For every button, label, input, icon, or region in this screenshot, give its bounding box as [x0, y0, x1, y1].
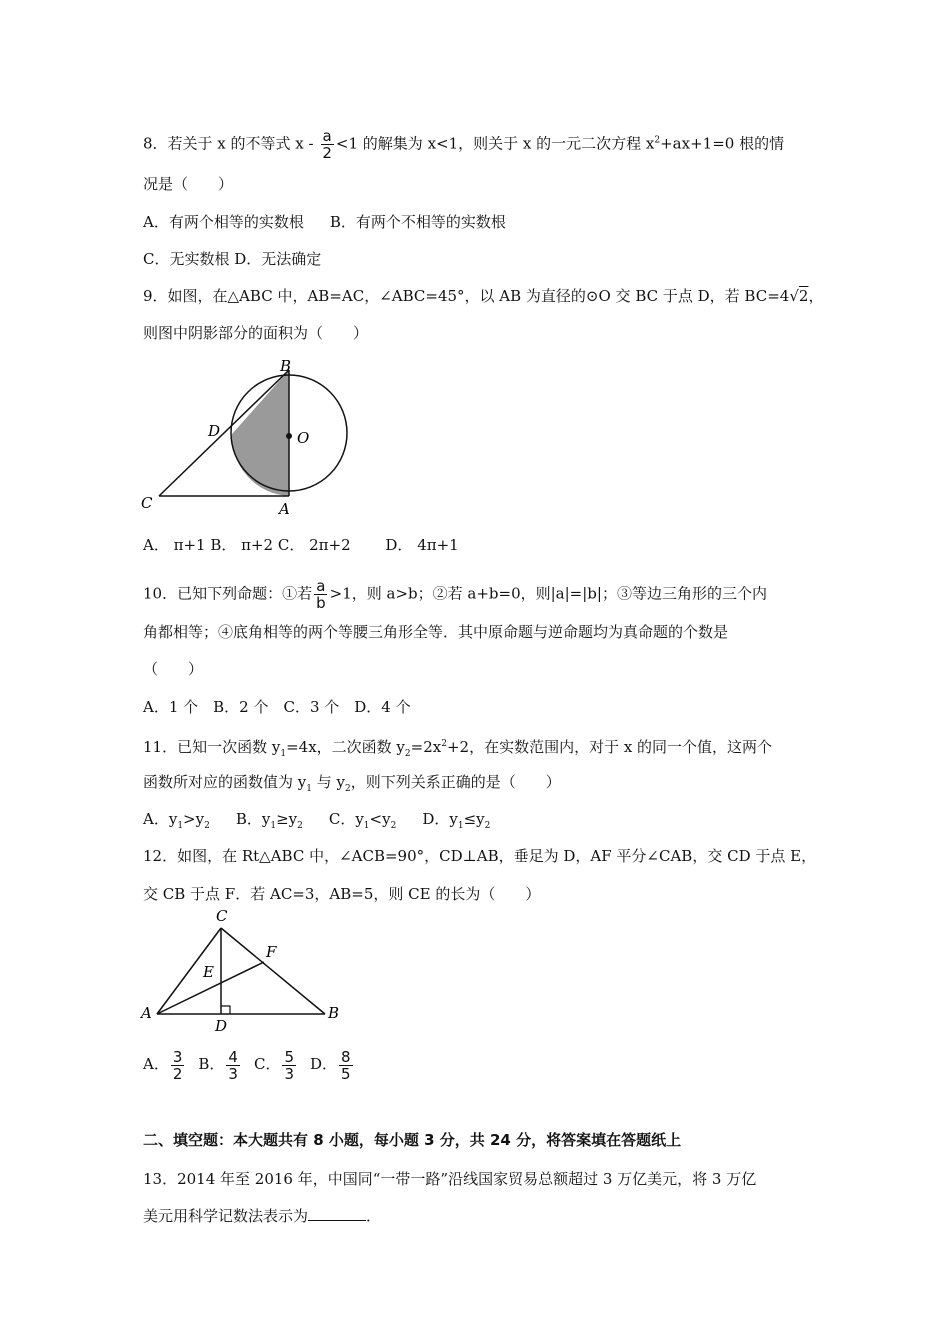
q13-line2: 美元用科学记数法表示为 ．	[143, 1207, 382, 1225]
q8-option-a: A．有两个相等的实数根	[143, 213, 304, 231]
q9-line2: 则图中阴影部分的面积为（ ）	[143, 324, 369, 342]
q11-option-b: B．$y_1\ge y_2$	[235, 810, 303, 831]
q9-line1: 9．如图，在△ABC 中，AB=AC，∠ABC=45°，以 AB 为直径的⊙O 交 BC 于点 D，若 BC=4√2，	[143, 287, 824, 305]
q12-label-d: D	[215, 1017, 228, 1035]
q8-text-c: +ax+1=0 根的情	[660, 134, 785, 153]
q11-option-a: A．$y_1>y_2$	[143, 810, 210, 831]
q9-figure	[135, 356, 360, 521]
q9-label-d: D	[208, 422, 221, 440]
q12-line-cb	[221, 928, 325, 1014]
q11-option-c: C．$y_1<y_2$	[328, 810, 397, 831]
q8-line1	[143, 128, 784, 161]
q9-label-c: C	[141, 494, 153, 512]
q10-line1	[143, 578, 767, 611]
q12-label-b: B	[328, 1004, 340, 1022]
q10-fraction: $\frac{a}{b}$	[316, 577, 326, 612]
q9-shaded-region	[232, 370, 289, 496]
q12-option-b: B． $\frac{4}{3}$	[198, 1047, 238, 1083]
q12-options	[143, 1046, 367, 1082]
q11-line2: 函数所对应的函数值为 $y_1$ 与 $y_2$，则下列关系正确的是（ ）	[143, 773, 561, 794]
q12-option-a: A． $\frac{3}{2}$	[143, 1047, 183, 1083]
q8-line2: 况是（ ）	[143, 175, 234, 193]
q10-text-a: 10．已知下列命题：①若	[143, 584, 313, 603]
q8-text-b: <1 的解集为 x<1，则关于 x 的一元二次方程 x	[335, 134, 655, 153]
q9-label-b: B	[280, 357, 292, 375]
q12-label-c: C	[216, 907, 228, 925]
q12-line2: 交 CB 于点 F．若 AC=3，AB=5，则 CE 的长为（ ）	[143, 885, 541, 903]
q12-option-c: C． $\frac{5}{3}$	[253, 1047, 294, 1083]
q12-right-angle-mark	[221, 1006, 230, 1014]
q10-options: A．1 个 B．2 个 C．3 个 D．4 个	[143, 698, 411, 716]
q9-label-a: A	[279, 500, 290, 518]
q10-text-b: >1，则 a>b；②若 a+b=0，则|a|=|b|；③等边三角形的三个内	[329, 584, 767, 603]
q12-label-f: F	[266, 943, 277, 961]
q8-text-a: 8．若关于 x 的不等式 x -	[143, 134, 319, 153]
q9-center-dot	[286, 433, 292, 439]
q9-sqrt: √2	[789, 287, 809, 305]
q11-line1: 11．已知一次函数 $y_1=4x$，二次函数 $y_2=2x^2+2$，在实数范围内，对于 x 的同一个值，这两个	[143, 738, 773, 759]
q11-options	[143, 809, 516, 836]
q12-option-d: D． $\frac{8}{5}$	[310, 1047, 351, 1083]
q8-option-b: B．有两个不相等的实数根	[329, 213, 506, 231]
q8-options-ab	[143, 212, 506, 232]
q8-options-cd: C．无实数根 D．无法确定	[143, 250, 322, 268]
q9-text-a: 9．如图，在△ABC 中，AB=AC，∠ABC=45°，以 AB 为直径的⊙O 交 BC 于点 D，若 BC=4	[143, 287, 790, 305]
q9-label-o: O	[297, 429, 310, 447]
q8-fraction: $\frac{a}{2}$	[322, 127, 332, 162]
q11-option-d: D．$y_1\le y_2$	[422, 810, 491, 831]
q12-figure	[135, 905, 350, 1035]
q10-line3: （ ）	[143, 660, 204, 678]
q13-line1: 13．2014 年至 2016 年，中国同“一带一路”沿线国家贸易总额超过 3 万亿美元，将 3 万亿	[143, 1170, 757, 1188]
section2-title: 二、填空题：本大题共有 8 小题，每小题 3 分，共 24 分，将答案填在答题纸上	[143, 1131, 682, 1149]
q12-line1: 12．如图，在 Rt△ABC 中，∠ACB=90°，CD⊥AB，垂足为 D，AF 平分∠CAB，交 CD 于点 E，	[143, 847, 817, 865]
q13-answer-blank[interactable]	[308, 1206, 366, 1221]
q8-exponent: 2	[654, 135, 661, 146]
q12-label-a: A	[141, 1004, 152, 1022]
q12-label-e: E	[203, 963, 214, 981]
q9-options: A． π+1 B． π+2 C． 2π+2 D． 4π+1	[143, 536, 459, 554]
q10-line2: 角都相等；④底角相等的两个等腰三角形全等．其中原命题与逆命题均为真命题的个数是	[143, 623, 729, 641]
